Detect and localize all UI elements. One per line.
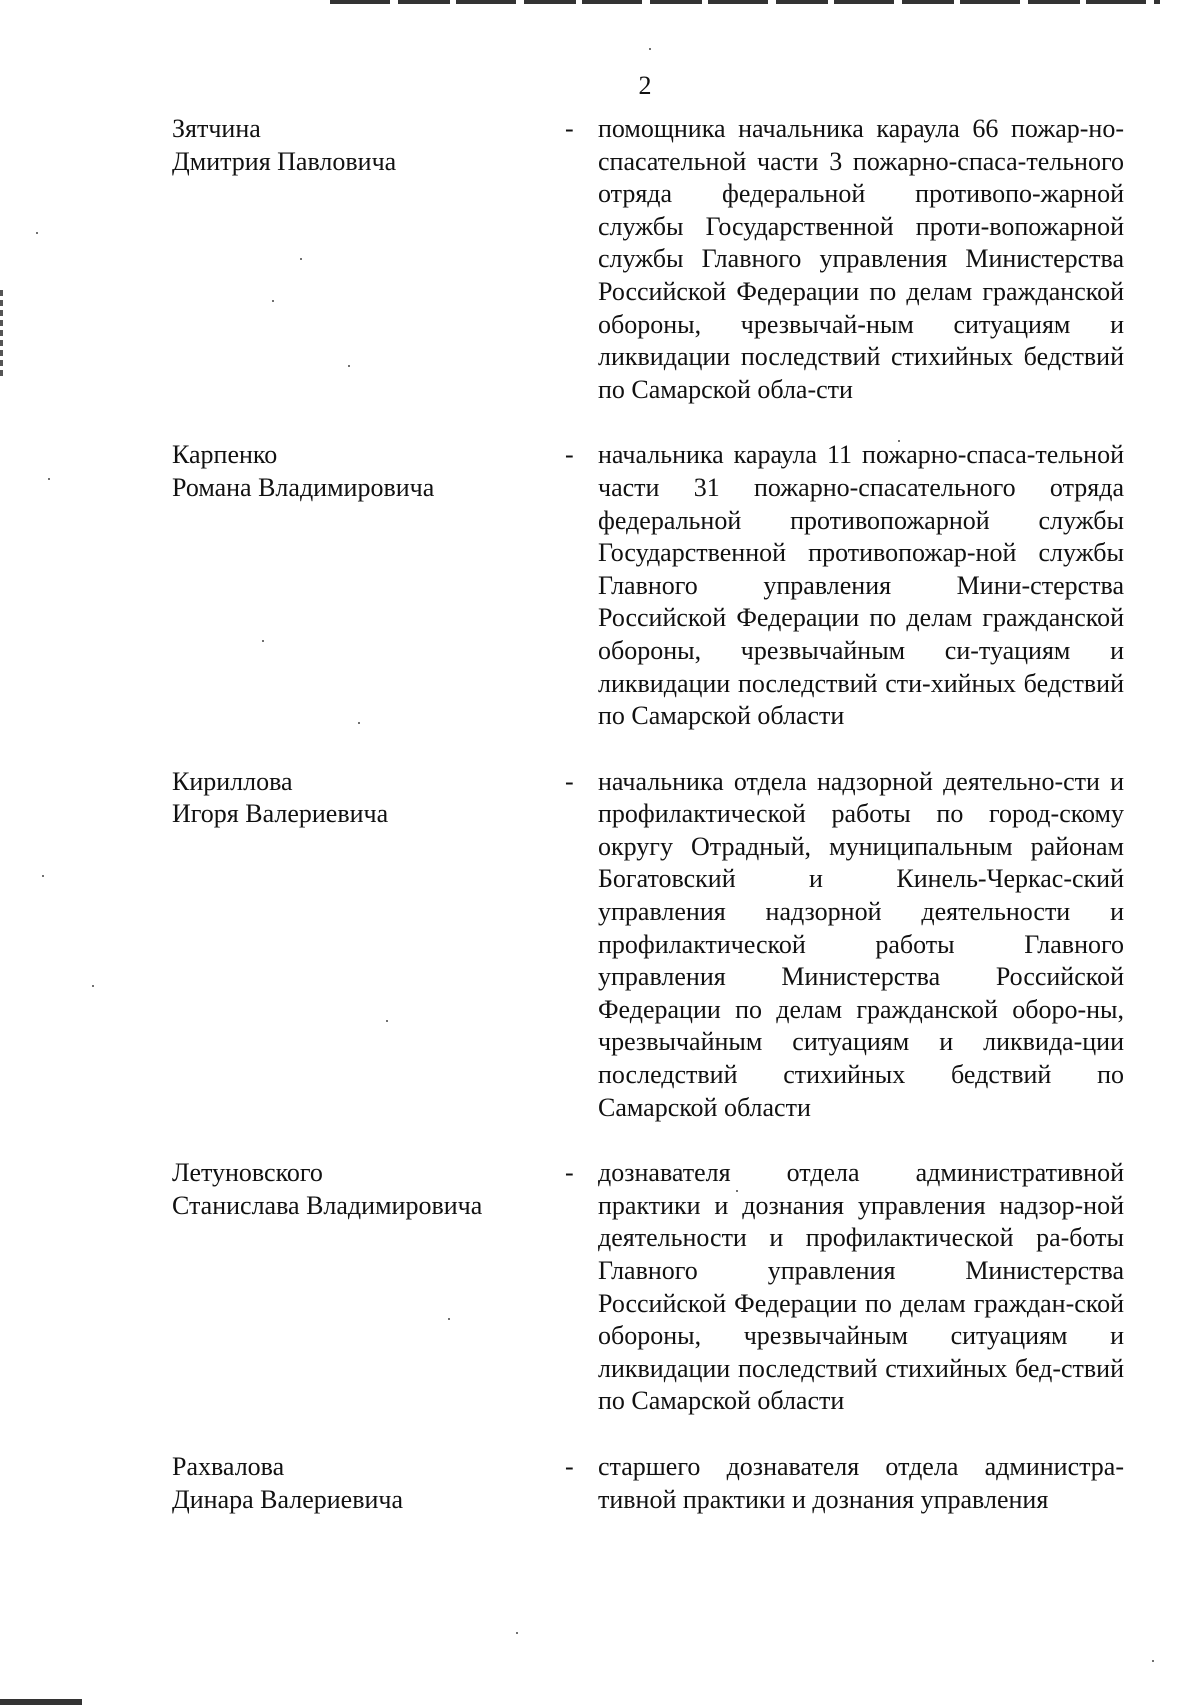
appointee-name [172, 113, 552, 178]
appointee-position: начальника караула 11 пожарно-спаса-тельной части 31 пожарно-спасательного отряда федеральной противопожарной службы Государственной противопожар-ной службы Главного управления Мини-стерства Российской Федерации по делам гражданской обороны, чрезвычайным си-туациям и ликвидации последствий сти-хийных бедствий по Самарской области [598, 440, 1124, 731]
appointee-given-names: Игоря Валериевича [172, 799, 389, 829]
appointee-name [172, 1451, 552, 1516]
appointee-position: начальника отдела надзорной деятельно-сти и профилактической работы по город-скому округу Отрадный, муниципальным районам Богатовский и Кинель-Черкас-ский управления надзорной деятельности и профилактической работы Главного управления Министерства Российской Федерации по делам гражданской оборо-ны, чрезвычайным ситуациям и ликвида-ции последствий стихийных бедствий по Самарской области [598, 766, 1124, 1122]
appointee-given-names: Станислава Владимировича [172, 1190, 483, 1220]
appointee-entry [172, 1451, 1124, 1516]
entry-dash: - [565, 440, 574, 470]
scan-speck [516, 1632, 518, 1634]
appointee-entry [172, 439, 1124, 732]
appointee-position: помощника начальника караула 66 пожар-но-спасательной части 3 пожарно-спаса-тельного отряда федеральной противопо-жарной службы Государственной проти-вопожарной службы Главного управления Министерства Российской Федерации по делам гражданской обороны, чрезвычай-ным ситуациям и ликвидации последствий стихийных бедствий по Самарской обла-сти [598, 114, 1124, 404]
appointee-surname: Карпенко [172, 440, 278, 470]
appointee-name [172, 439, 552, 504]
appointee-position: дознавателя отдела административной практики и дознания управления надзор-ной деятельности и профилактической ра-боты Главного управления Министерства Российской Федерации по делам граждан-ской обороны, чрезвычайным ситуациям и ликвидации последствий стихийных бед-ствий по Самарской области [598, 1158, 1124, 1416]
entry-dash: - [565, 114, 574, 143]
entry-dash: - [565, 1158, 574, 1188]
appointee-name [172, 1157, 552, 1222]
appointee-list [172, 113, 1124, 1549]
appointee-surname: Зятчина [172, 114, 261, 143]
appointee-given-names: Дмитрия Павловича [172, 146, 397, 176]
scan-speck [1152, 1660, 1154, 1662]
appointee-entry [172, 1157, 1124, 1418]
scan-edge-bottom [0, 1699, 82, 1705]
appointee-surname: Летуновского [172, 1158, 323, 1188]
appointee-entry [172, 766, 1124, 1125]
entry-dash: - [565, 766, 574, 796]
appointee-given-names: Динара Валериевича [172, 1484, 404, 1514]
appointee-given-names: Романа Владимировича [172, 472, 435, 502]
scan-speck [36, 232, 38, 234]
scan-edge-left [0, 290, 3, 380]
page-number: 2 [638, 71, 652, 100]
scan-speck [649, 48, 651, 50]
appointee-surname: Рахвалова [172, 1451, 285, 1481]
scan-speck [48, 478, 50, 480]
appointee-position: старшего дознавателя отдела администра-тивной практики и дознания управления [598, 1451, 1124, 1514]
appointee-surname: Кириллова [172, 766, 293, 796]
entry-dash: - [565, 1451, 574, 1481]
appointee-entry [172, 113, 1124, 406]
scan-speck [92, 985, 94, 987]
appointee-name [172, 766, 552, 831]
scan-speck [42, 875, 44, 877]
scan-edge-top [330, 0, 1160, 4]
